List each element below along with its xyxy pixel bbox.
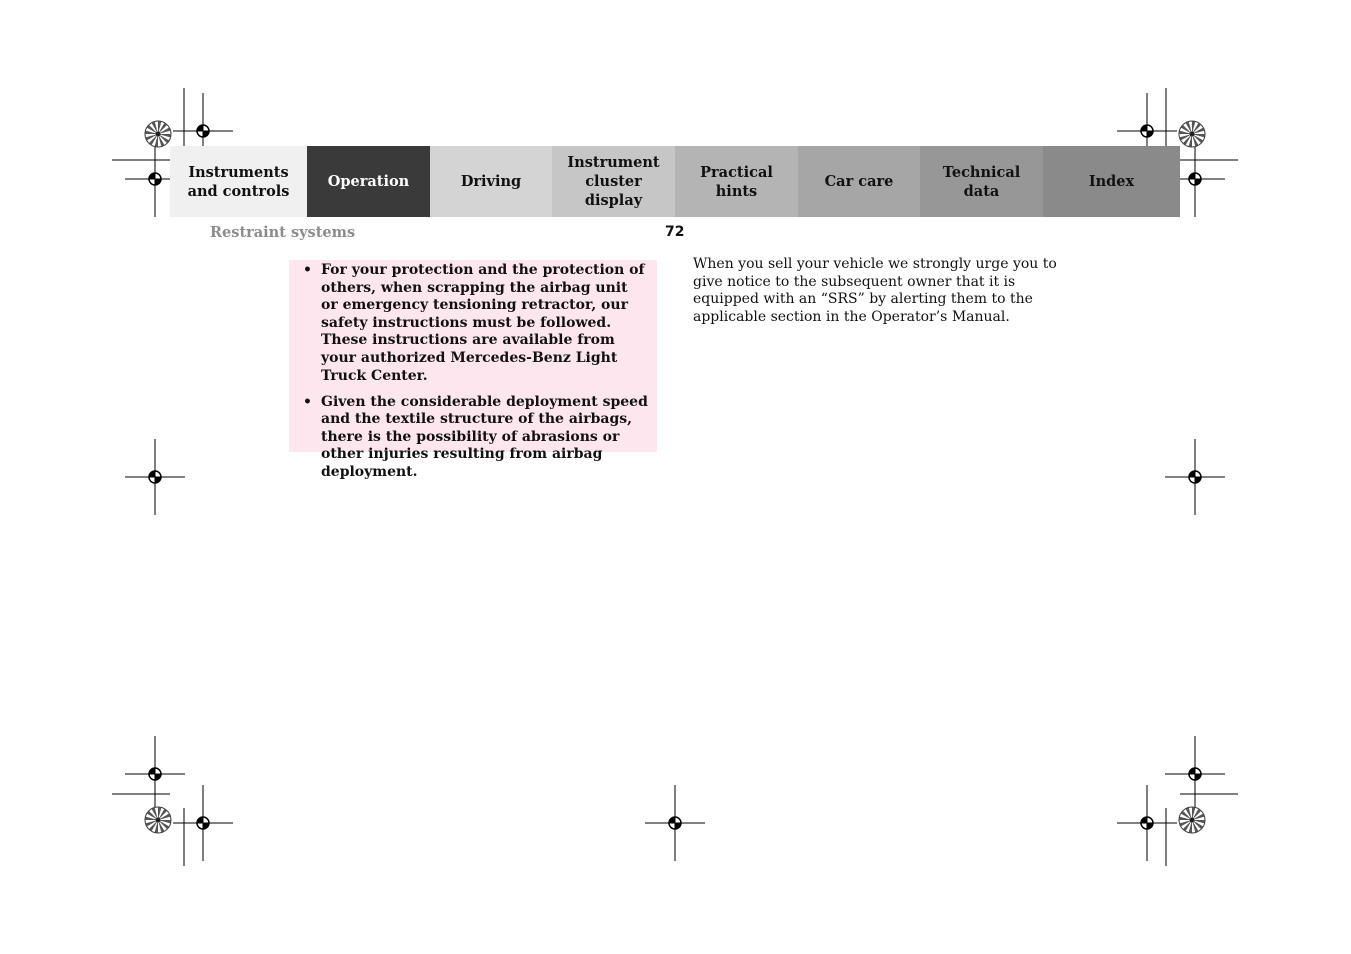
- tab-index[interactable]: Index: [1043, 146, 1180, 217]
- crosshair-mark: [173, 785, 233, 861]
- crosshair-mark: [1165, 439, 1225, 515]
- tab-instruments-and-controls[interactable]: Instruments and controls: [170, 146, 307, 217]
- tab-practical-hints[interactable]: Practical hints: [675, 146, 798, 217]
- warning-item-text: For your protection and the protection of others, when scrapping the airbag unit or emergency tensioning retractor, our safety instructions must be followed. These instructions are available from your authorized Mercedes-Benz Light Truck Center.: [321, 262, 645, 384]
- crosshair-mark: [125, 736, 185, 812]
- section-title: Restraint systems: [210, 224, 356, 241]
- warning-item: [303, 262, 649, 385]
- crosshair-mark: [645, 785, 705, 861]
- section-tab-bar: [170, 146, 1180, 217]
- page-number: 72: [665, 224, 685, 240]
- tab-operation[interactable]: Operation: [307, 146, 430, 217]
- star-target-mark: [1179, 807, 1205, 833]
- warning-list: [303, 262, 649, 482]
- crosshair-mark: [125, 439, 185, 515]
- tab-driving[interactable]: Driving: [430, 146, 552, 217]
- warning-box: [289, 260, 657, 481]
- warning-item-text: Given the considerable deployment speed and the textile structure of the airbags, there is the possibility of abrasions or other injuries resulting from airbag deployment.: [321, 393, 648, 481]
- bullet-icon: •: [303, 262, 312, 278]
- tab-instrument-cluster-display[interactable]: Instrument cluster display: [552, 146, 675, 217]
- star-target-mark: [145, 807, 171, 833]
- body-paragraph: When you sell your vehicle we strongly urge you to give notice to the subsequent owner that it is equipped with an “SRS” by alerting them to the applicable section in the Operator’s Manual.: [693, 256, 1057, 325]
- crosshair-mark: [1117, 785, 1177, 861]
- tab-car-care[interactable]: Car care: [798, 146, 920, 217]
- warning-item: [303, 394, 649, 482]
- crosshair-mark: [1165, 736, 1225, 812]
- bullet-icon: •: [303, 393, 312, 410]
- star-target-mark: [1179, 121, 1205, 147]
- tab-technical-data[interactable]: Technical data: [920, 146, 1043, 217]
- star-target-mark: [145, 121, 171, 147]
